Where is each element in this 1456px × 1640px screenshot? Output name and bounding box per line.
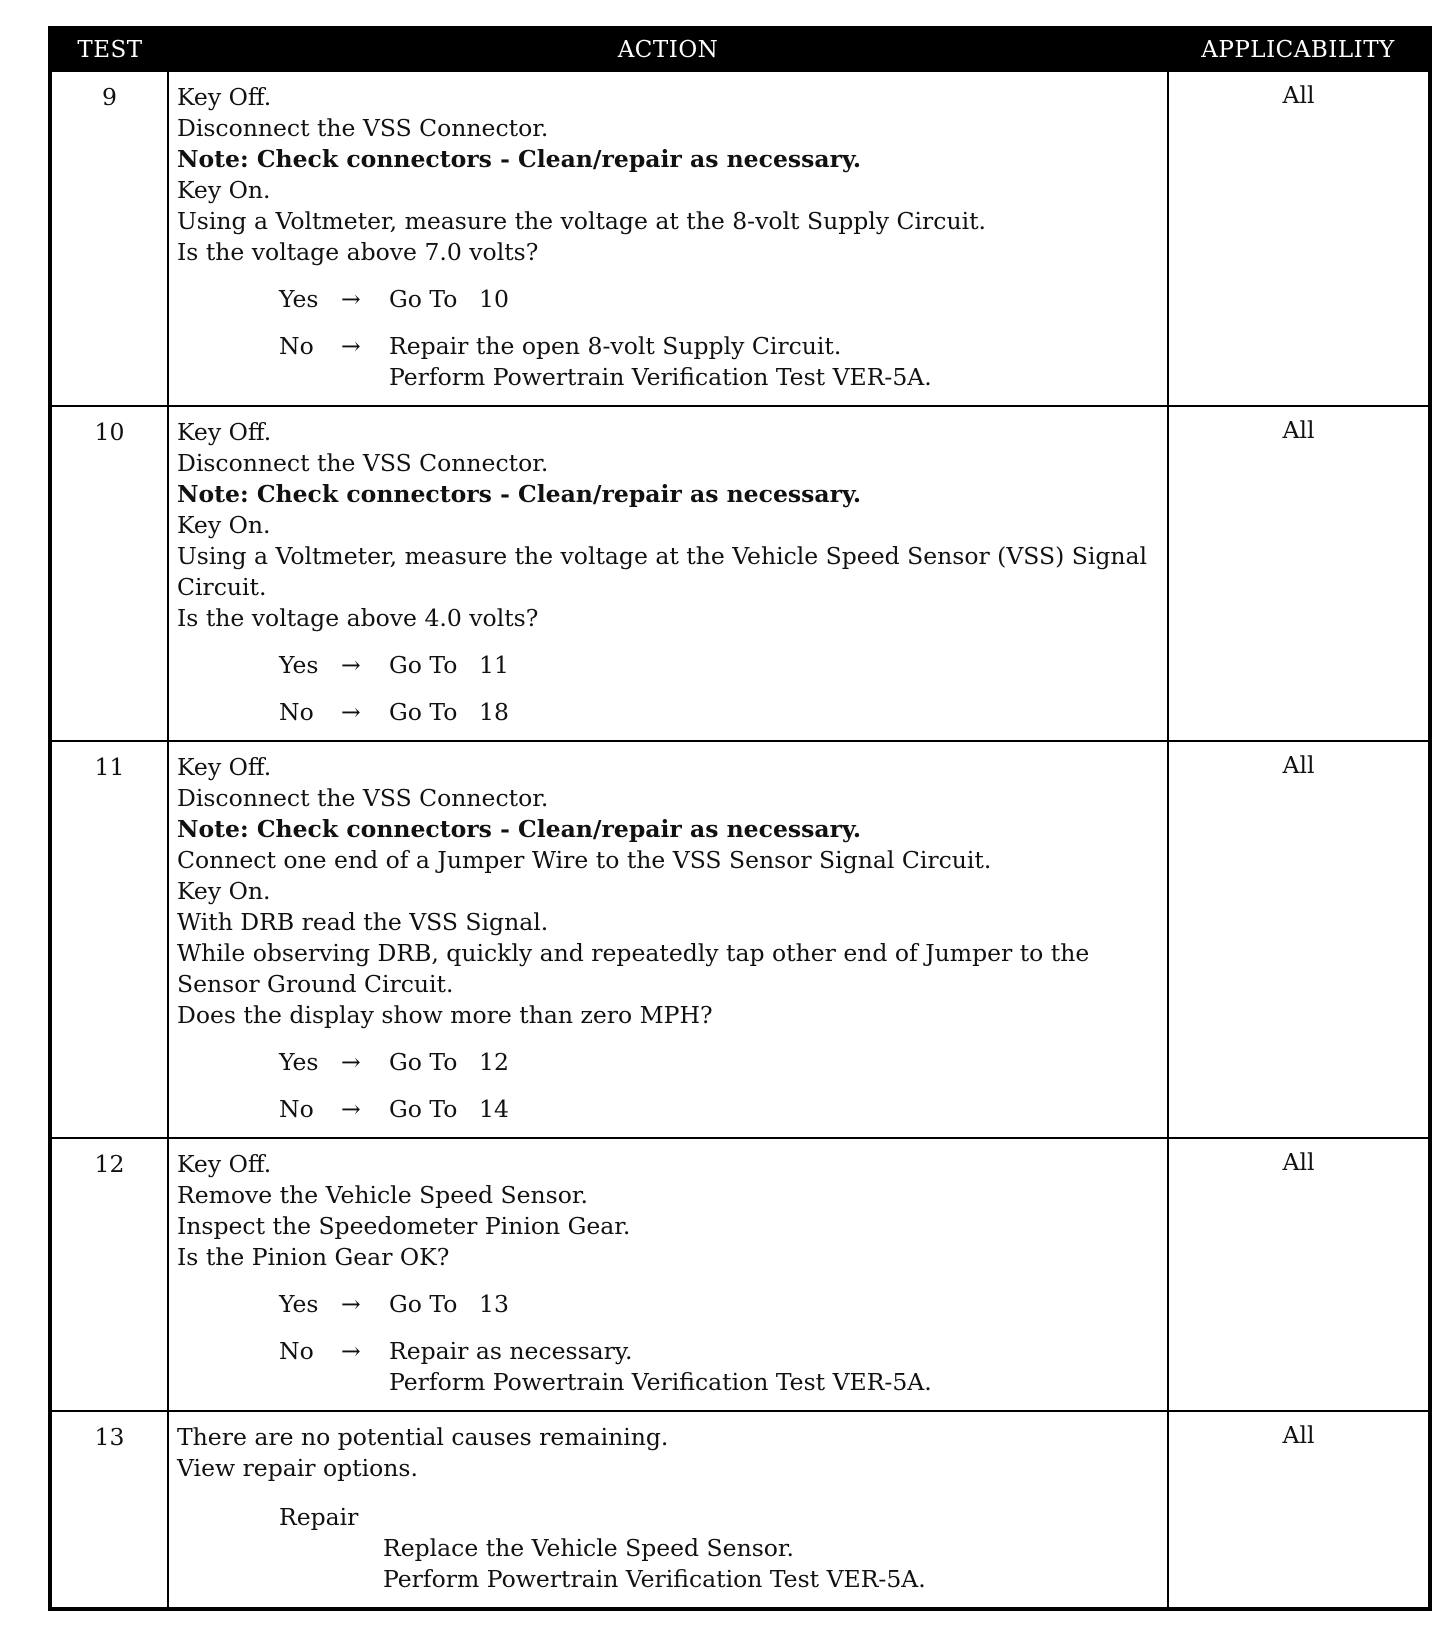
no-branch	[177, 697, 1159, 728]
action-line: Inspect the Speedometer Pinion Gear.	[177, 1212, 631, 1240]
no-outcome	[389, 697, 1159, 728]
yes-branch	[177, 1289, 1159, 1320]
header-applicability: APPLICABILITY	[1168, 28, 1430, 71]
yes-label: Yes	[279, 651, 319, 679]
applicability-value: All	[1168, 406, 1430, 741]
table-header-row	[50, 28, 1430, 71]
outcome-line: Repair as necessary.	[389, 1337, 633, 1365]
yes-branch	[177, 1047, 1159, 1078]
applicability-value: All	[1168, 71, 1430, 406]
go-to-label: Go To	[389, 698, 458, 726]
right-arrow-icon: →	[341, 698, 361, 726]
action-line: Key On.	[177, 176, 271, 204]
no-branch	[177, 331, 1159, 393]
go-to-label: Go To	[389, 1095, 458, 1123]
no-label: No	[279, 698, 314, 726]
yes-label: Yes	[279, 1048, 319, 1076]
applicability-value: All	[1168, 1411, 1430, 1609]
action-cell	[168, 1411, 1168, 1609]
action-cell	[168, 1138, 1168, 1411]
note-line: Note: Check connectors - Clean/repair as necessary.	[177, 145, 862, 173]
action-line: Using a Voltmeter, measure the voltage at the 8-volt Supply Circuit.	[177, 207, 987, 235]
go-to-label: Go To	[389, 285, 458, 313]
go-to-target: 18	[479, 698, 509, 726]
action-line: Disconnect the VSS Connector.	[177, 449, 549, 477]
action-line: Key Off.	[177, 83, 272, 111]
test-number: 13	[50, 1411, 168, 1609]
go-to-label: Go To	[389, 651, 458, 679]
action-line: View repair options.	[177, 1454, 418, 1482]
table-row	[50, 1138, 1430, 1411]
test-rows	[50, 71, 1430, 1609]
yes-outcome	[389, 650, 1159, 681]
action-cell	[168, 71, 1168, 406]
action-line: There are no potential causes remaining.	[177, 1423, 669, 1451]
action-line: Disconnect the VSS Connector.	[177, 114, 549, 142]
diagnostic-procedure-sheet	[48, 26, 1428, 1611]
repair-line: Replace the Vehicle Speed Sensor.	[383, 1534, 795, 1562]
right-arrow-icon: →	[341, 1337, 361, 1365]
no-label: No	[279, 1095, 314, 1123]
test-number: 12	[50, 1138, 168, 1411]
action-line: While observing DRB, quickly and repeatedly tap other end of Jumper to the Sensor Ground Circuit.	[177, 939, 1090, 998]
yes-label: Yes	[279, 285, 319, 313]
yes-branch	[177, 284, 1159, 315]
table-row	[50, 741, 1430, 1138]
right-arrow-icon: →	[341, 1095, 361, 1123]
no-outcome	[389, 1094, 1159, 1125]
go-to-label: Go To	[389, 1290, 458, 1318]
table-row	[50, 71, 1430, 406]
table-row	[50, 1411, 1430, 1609]
header-action: ACTION	[168, 28, 1168, 71]
action-line: Key Off.	[177, 753, 272, 781]
action-cell	[168, 406, 1168, 741]
right-arrow-icon: →	[341, 1048, 361, 1076]
action-line: Key Off.	[177, 418, 272, 446]
outcome-line: Perform Powertrain Verification Test VER-5A.	[389, 363, 932, 391]
action-line: With DRB read the VSS Signal.	[177, 908, 549, 936]
diagnostic-test-table	[48, 26, 1432, 1611]
outcome-line: Perform Powertrain Verification Test VER-5A.	[389, 1368, 932, 1396]
right-arrow-icon: →	[341, 651, 361, 679]
go-to-target: 13	[479, 1290, 509, 1318]
action-line: Key On.	[177, 511, 271, 539]
no-outcome	[389, 331, 1159, 393]
header-test: TEST	[50, 28, 168, 71]
go-to-label: Go To	[389, 1048, 458, 1076]
yes-outcome	[389, 284, 1159, 315]
action-line: Key On.	[177, 877, 271, 905]
action-line: Disconnect the VSS Connector.	[177, 784, 549, 812]
test-number: 10	[50, 406, 168, 741]
action-cell	[168, 741, 1168, 1138]
no-branch	[177, 1094, 1159, 1125]
action-line: Is the voltage above 4.0 volts?	[177, 604, 539, 632]
action-line: Is the voltage above 7.0 volts?	[177, 238, 539, 266]
right-arrow-icon: →	[341, 1290, 361, 1318]
action-line: Is the Pinion Gear OK?	[177, 1243, 450, 1271]
go-to-target: 10	[479, 285, 509, 313]
yes-label: Yes	[279, 1290, 319, 1318]
yes-branch	[177, 650, 1159, 681]
yes-outcome	[389, 1047, 1159, 1078]
action-line: Connect one end of a Jumper Wire to the VSS Sensor Signal Circuit.	[177, 846, 992, 874]
repair-label: Repair	[279, 1503, 359, 1531]
applicability-value: All	[1168, 741, 1430, 1138]
go-to-target: 12	[479, 1048, 509, 1076]
yes-outcome	[389, 1289, 1159, 1320]
go-to-target: 11	[479, 651, 509, 679]
no-label: No	[279, 1337, 314, 1365]
action-line: Key Off.	[177, 1150, 272, 1178]
table-row	[50, 406, 1430, 741]
right-arrow-icon: →	[341, 285, 361, 313]
applicability-value: All	[1168, 1138, 1430, 1411]
note-line: Note: Check connectors - Clean/repair as necessary.	[177, 815, 862, 843]
test-number: 9	[50, 71, 168, 406]
no-branch	[177, 1336, 1159, 1398]
right-arrow-icon: →	[341, 332, 361, 360]
go-to-target: 14	[479, 1095, 509, 1123]
note-line: Note: Check connectors - Clean/repair as necessary.	[177, 480, 862, 508]
no-label: No	[279, 332, 314, 360]
action-line: Using a Voltmeter, measure the voltage at the Vehicle Speed Sensor (VSS) Signal Circuit.	[177, 542, 1148, 601]
action-line: Remove the Vehicle Speed Sensor.	[177, 1181, 589, 1209]
action-line: Does the display show more than zero MPH?	[177, 1001, 713, 1029]
outcome-line: Repair the open 8-volt Supply Circuit.	[389, 332, 842, 360]
no-outcome	[389, 1336, 1159, 1398]
repair-line: Perform Powertrain Verification Test VER-5A.	[383, 1565, 926, 1593]
test-number: 11	[50, 741, 168, 1138]
